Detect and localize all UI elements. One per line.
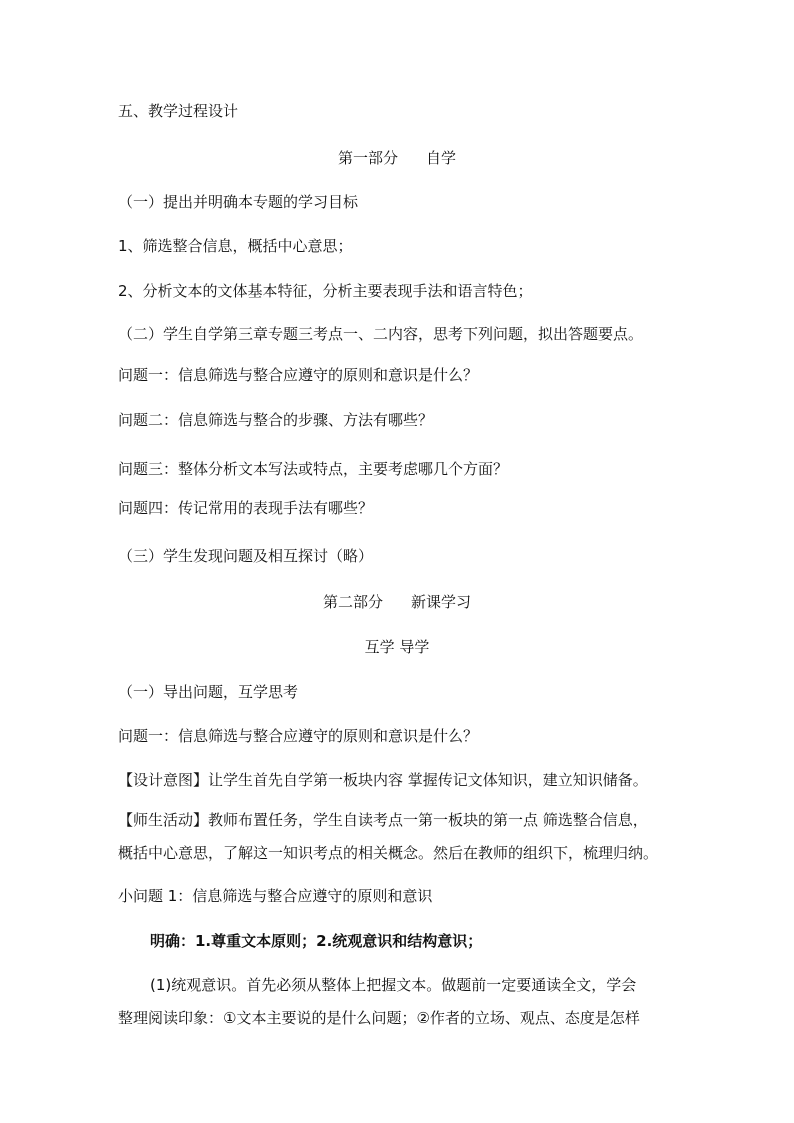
part1-title-b: 自学 [426,149,457,167]
question-4: 问题四：传记常用的表现手法有哪些？ [118,499,374,517]
paragraph-1-line-1: (1)统观意识。首先必须从整体上把握文本。做题前一定要通读全文，学会 [150,976,637,994]
small-question-1: 小问题 1：信息筛选与整合应遵守的原则和意识 [118,887,433,905]
part2-question-1: 问题一：信息筛选与整合应遵守的原则和意识是什么？ [118,727,479,745]
part1-subheading-3: （三）学生发现问题及相互探讨（略） [118,547,374,565]
part2-subheading-1: （一）导出问题，互学思考 [118,683,299,701]
teacher-activity-line-1: 【师生活动】教师布置任务，学生自读考点一第一板块的第一点 筛选整合信息， [118,811,648,829]
design-intent: 【设计意图】让学生首先自学第一板块内容 掌握传记文体知识，建立知识储备。 [118,771,648,789]
part2-subtitle: 互学 导学 [364,638,430,656]
clarify-line: 明确：1.尊重文本原则；2.统观意识和结构意识； [150,932,483,950]
teacher-activity-line-2: 概括中心意思，了解这一知识考点的相关概念。然后在教师的组织下，梳理归纳。 [118,844,659,862]
part2-title [0,592,794,612]
goal-2: 2、分析文本的文体基本特征，分析主要表现手法和语言特色； [118,282,533,300]
part2-title-a: 第二部分 [322,593,383,611]
goal-1: 1、筛选整合信息，概括中心意思； [118,237,353,255]
question-2: 问题二：信息筛选与整合的步骤、方法有哪些？ [118,411,434,429]
section-heading: 五、教学过程设计 [118,102,239,120]
part1-title [0,148,794,168]
question-3: 问题三：整体分析文本写法或特点，主要考虑哪几个方面？ [118,460,509,478]
part1-subheading-1: （一）提出并明确本专题的学习目标 [118,193,359,211]
question-1: 问题一：信息筛选与整合应遵守的原则和意识是什么？ [118,366,479,384]
paragraph-1-line-2: 整理阅读印象：①文本主要说的是什么问题；②作者的立场、观点、态度是怎样 [118,1009,640,1027]
part1-title-a: 第一部分 [337,149,398,167]
part1-subheading-2: （二）学生自学第三章专题三考点一、二内容，思考下列问题，拟出答题要点。 [118,325,644,343]
part2-title-b: 新课学习 [411,593,472,611]
